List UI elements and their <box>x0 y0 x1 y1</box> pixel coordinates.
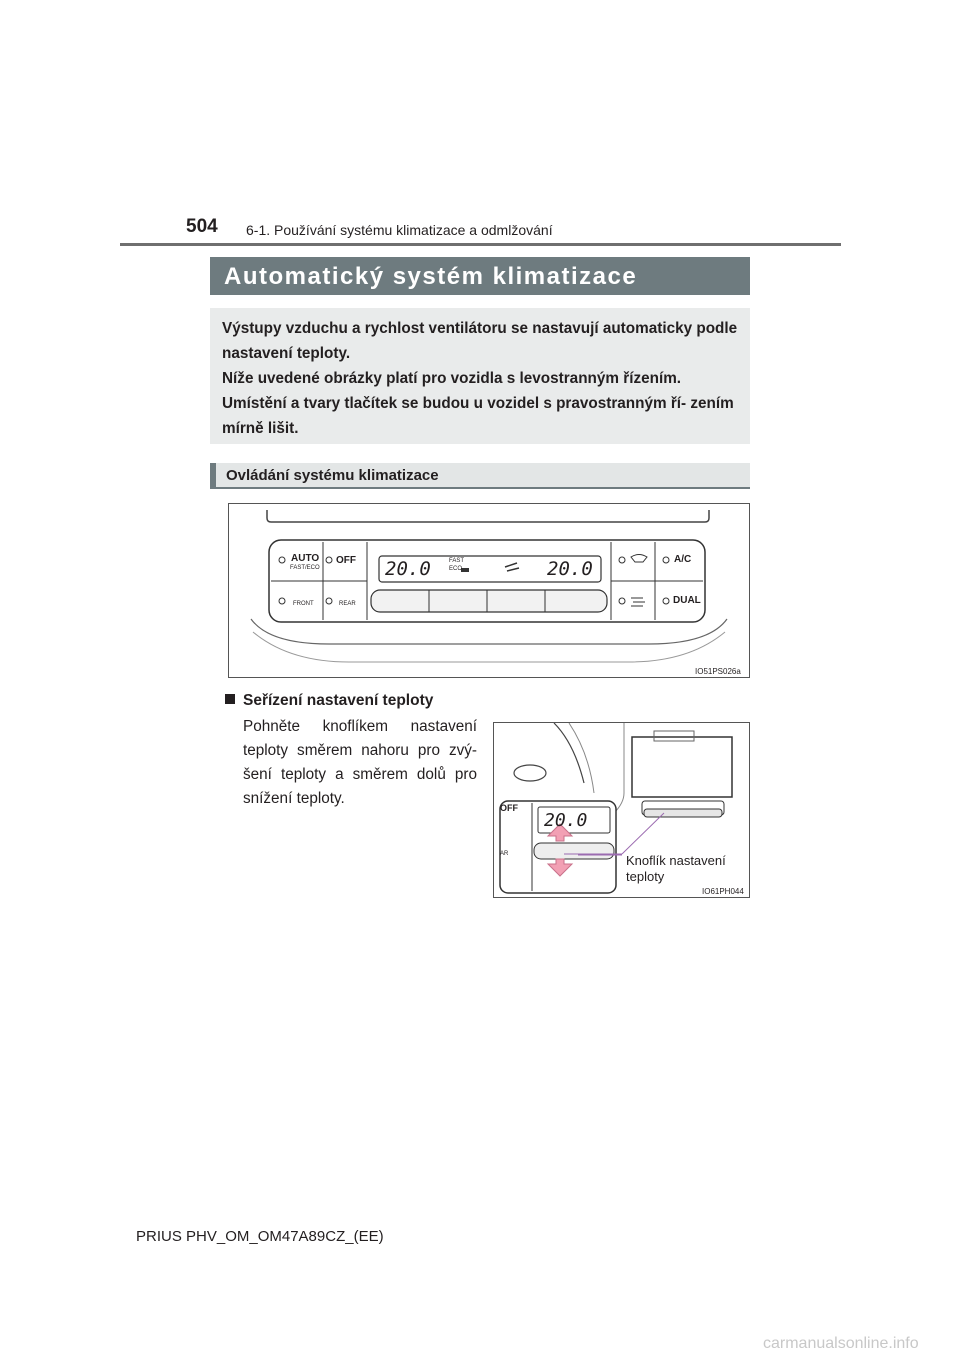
intro-paragraph-1: Výstupy vzduchu a rychlost ventilátoru se nastavují automaticky podle nastavení teploty. <box>222 320 738 362</box>
figure2-code: IO61PH044 <box>702 887 744 896</box>
bullet-square-icon <box>225 694 235 704</box>
fan-off-button: OFF <box>336 555 356 566</box>
section-title-bar <box>210 257 750 295</box>
rear-defrost-button: REAR <box>339 601 356 607</box>
climate-panel-figure <box>228 503 750 678</box>
auto-button: AUTO <box>291 553 320 564</box>
dual-button: DUAL <box>673 595 701 606</box>
temperature-heading-text: Seřízení nastavení teploty <box>243 692 434 709</box>
chapter-title: 6-1. Používání systému klimatizace a odmlžování <box>246 222 553 238</box>
subsection-bar <box>210 463 750 489</box>
knob-figure-temp-readout: 20.0 <box>544 810 588 831</box>
temperature-heading <box>225 692 433 710</box>
temperature-knob-figure <box>493 722 750 898</box>
fast-eco-label: FAST/ECO <box>290 565 320 571</box>
knob-figure-ar-label: AR <box>500 851 509 857</box>
display-eco-label: ECO <box>449 566 463 572</box>
temperature-body-text: Pohněte knoflíkem nastavení teploty směrem nahoru pro zvý- šení teploty a směrem dolů pro snížení teploty. <box>243 718 477 807</box>
intro-paragraph-3: Umístění a tvary tlačítek se budou u vozidel s pravostranným ří- zením mírně lišit. <box>222 395 734 437</box>
display-fast-label: FAST <box>449 558 465 564</box>
header-rule <box>120 243 841 246</box>
climate-panel-illustration <box>229 504 749 677</box>
page-number: 504 <box>186 216 218 237</box>
footer-document-id: PRIUS PHV_OM_OM47A89CZ_(EE) <box>136 1228 384 1245</box>
intro-paragraph-2: Níže uvedené obrázky platí pro vozidla s levostranným řízením. <box>222 370 682 387</box>
ac-button: A/C <box>674 554 692 565</box>
figure1-code: IO51PS026a <box>695 667 741 676</box>
knob-callout-label: Knoflík nastavení teploty <box>626 853 726 884</box>
knob-figure-off-label: OFF <box>500 803 518 813</box>
intro-box <box>210 308 750 444</box>
front-defrost-button: FRONT <box>293 601 314 607</box>
section-title: Automatický systém klimatizace <box>224 263 638 290</box>
watermark: carmanualsonline.info <box>763 1335 919 1352</box>
left-temp-readout: 20.0 <box>385 558 431 580</box>
right-temp-readout: 20.0 <box>547 558 593 580</box>
subsection-title: Ovládání systému klimatizace <box>226 467 439 484</box>
